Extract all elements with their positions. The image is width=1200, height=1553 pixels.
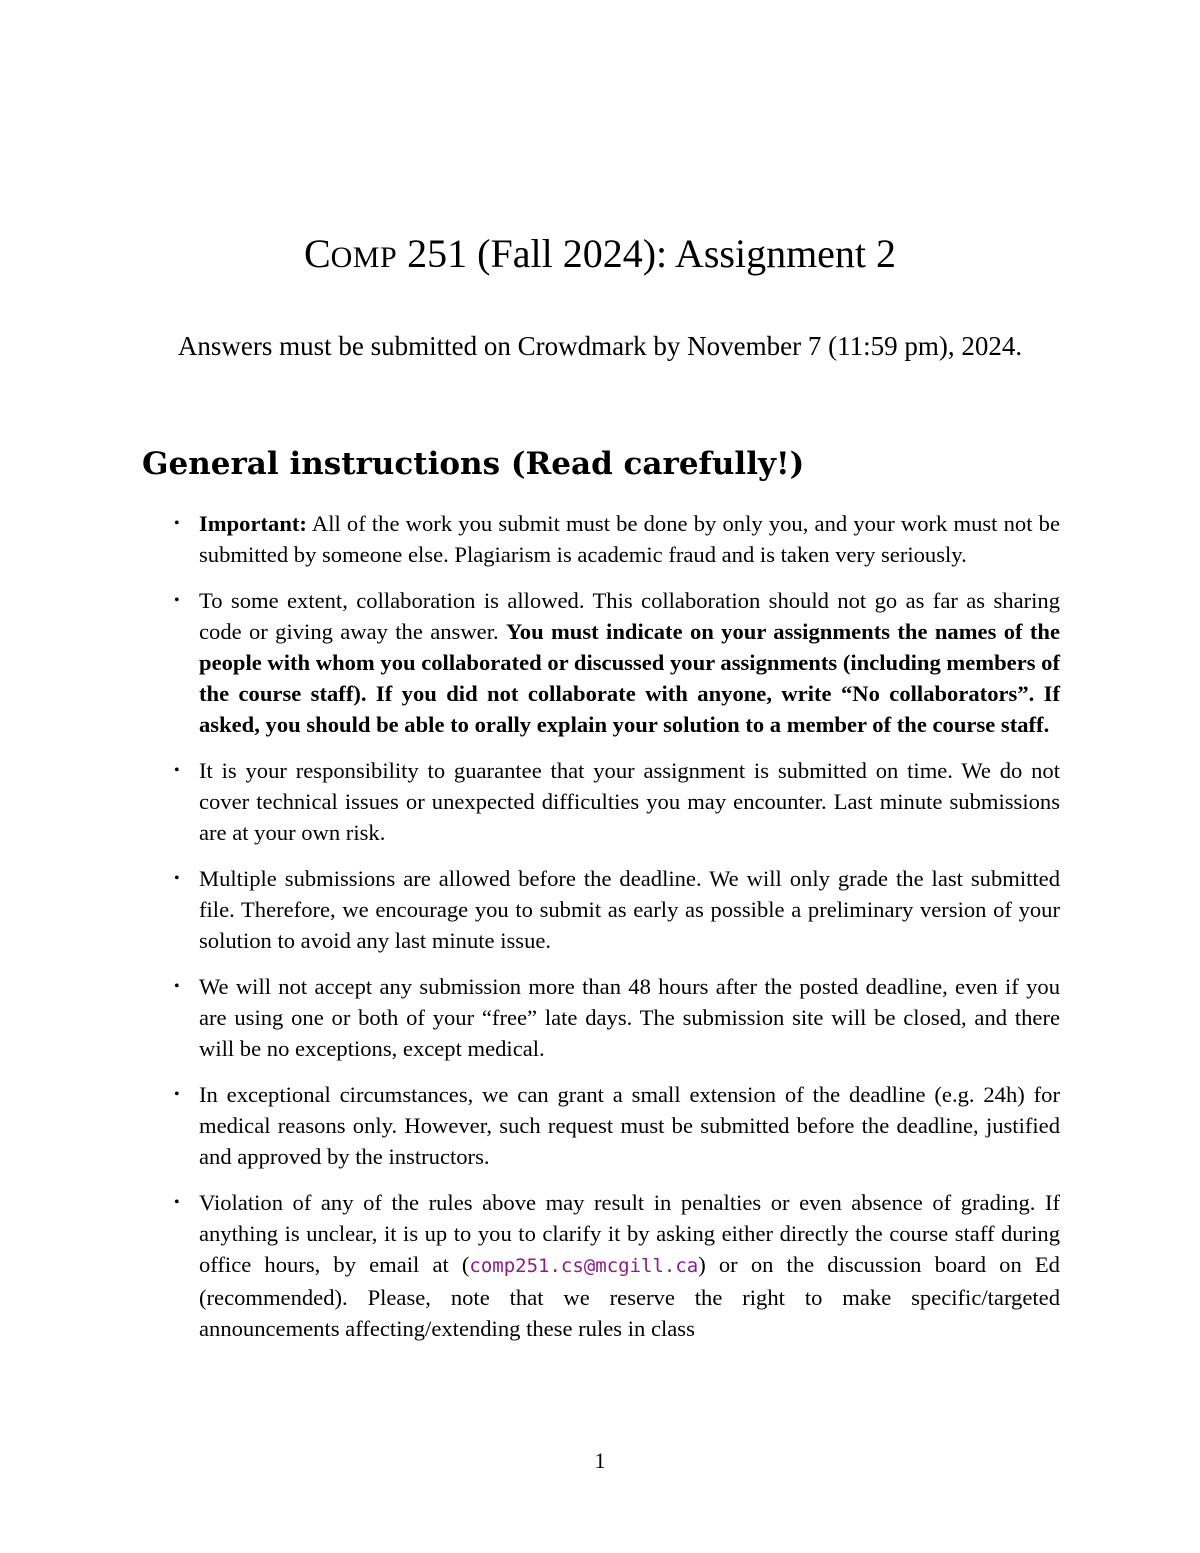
instructions-list — [142, 508, 1060, 1359]
bullet-icon: • — [174, 978, 180, 995]
instruction-item-collaboration — [142, 585, 1060, 740]
bullet-icon: • — [174, 592, 180, 609]
title-comp-smallcaps: OMP — [330, 241, 398, 274]
document-title — [0, 228, 1200, 284]
instruction-item-violations — [142, 1187, 1060, 1344]
instruction-text: ) or on the discussion board on Ed (recommended). Please, note that we reserve the right to make specific/targeted announcements affecting/extending these rules in class — [199, 1252, 1060, 1341]
instruction-text: Multiple submissions are allowed before the deadline. We will only grade the last submitted file. Therefore, we encourage you to submit as early as possible a preliminary version of your solution to avoid any last minute issue. — [199, 866, 1060, 953]
submission-deadline: Answers must be submitted on Crowdmark by November 7 (11:59 pm), 2024. — [177, 331, 1023, 361]
instruction-item-important — [142, 508, 1060, 570]
instruction-item-responsibility — [142, 755, 1060, 848]
bullet-icon: • — [174, 1194, 180, 1211]
instruction-text: Violation of any of the rules above may result in penalties or even absence of grading. If anything is unclear, it is up to you to clarify it by asking either directly the course staff during office hours, by email at ( — [199, 1190, 1060, 1277]
bullet-icon: • — [174, 1086, 180, 1103]
bullet-icon: • — [174, 870, 180, 887]
bullet-icon: • — [174, 515, 180, 532]
instruction-text: All of the work you submit must be done by only you, and your work must not be submitted by someone else. Plagiarism is academic fraud and is taken very seriously. — [199, 511, 1060, 567]
title-comp-initial: C — [303, 231, 331, 276]
instruction-item-multiple-submissions — [142, 863, 1060, 956]
collaboration-bold-text: You must indicate on your assignments the names of the people with whom you collaborated or discussed your assignments (including members of the course staff). If you did not collaborate with anyone, write “No collaborators”. If asked, you should be able to orally explain your solution to a member of the course staff. — [199, 619, 1060, 737]
instruction-text: In exceptional circumstances, we can grant a small extension of the deadline (e.g. 24h) for medical reasons only. However, such request must be submitted before the deadline, justified and approved by the instructors. — [199, 1082, 1060, 1169]
course-staff-email-link[interactable]: comp251.cs@mcgill.ca — [469, 1255, 699, 1277]
instruction-text: It is your responsibility to guarantee that your assignment is submitted on time. We do not cover technical issues or unexpected difficulties you may encounter. Last minute submissions are at your own risk. — [199, 758, 1060, 845]
title-rest: 251 (Fall 2024): Assignment 2 — [397, 231, 897, 276]
instruction-text: To some extent, collaboration is allowed. This collaboration should not go as far as sharing code or giving away the answer. — [199, 588, 1060, 644]
page-number: 1 — [594, 1448, 606, 1473]
important-label: Important: — [199, 511, 307, 536]
instruction-item-extensions — [142, 1079, 1060, 1172]
instruction-item-late-policy — [142, 971, 1060, 1064]
instruction-text: We will not accept any submission more than 48 hours after the posted deadline, even if you are using one or both of your “free” late days. The submission site will be closed, and there will be no exceptions, except medical. — [199, 974, 1060, 1061]
section-heading: General instructions (Read carefully!) — [142, 446, 805, 482]
bullet-icon: • — [174, 762, 180, 779]
